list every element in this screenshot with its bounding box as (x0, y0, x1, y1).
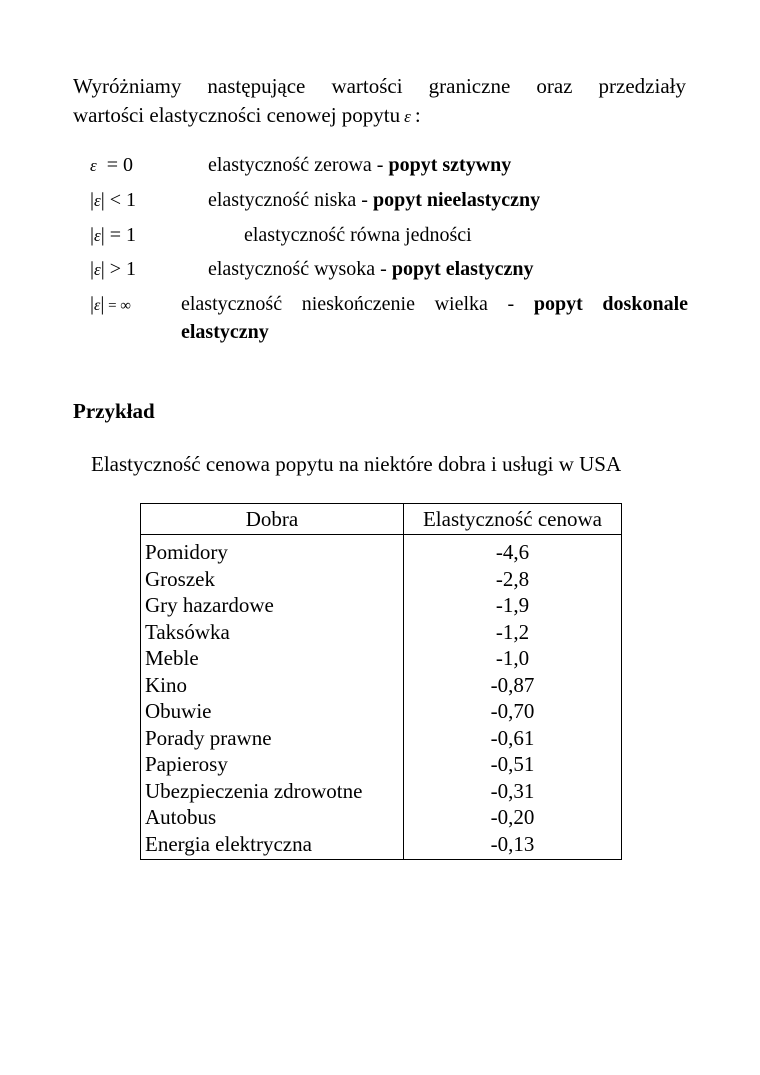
abs-bar-close: | (100, 189, 105, 211)
condition-equal-one-description (244, 222, 472, 248)
abs-bar-close: | (100, 224, 105, 246)
table-cell-elasticity: -0,70 (490, 699, 535, 723)
table-cell-elasticity: -0,61 (490, 725, 535, 750)
intro-paragraph (73, 72, 686, 131)
condition-less-than-one (90, 187, 136, 214)
condition-zero-description (208, 152, 511, 178)
abs-bar-close: | (100, 293, 105, 315)
table-cell-good: Meble (145, 646, 199, 670)
condition-bold: popyt doskonale (533, 293, 689, 315)
table-cell-elasticity: -2,8 (495, 566, 530, 591)
condition-bold: popyt elastyczny (391, 258, 534, 280)
table-cell-good: Papierosy (145, 752, 228, 776)
condition-text: elastyczność zerowa - (208, 154, 384, 176)
example-heading: Przykład (73, 399, 155, 423)
abs-bar-close: | (100, 258, 105, 280)
condition-operator: > 1 (109, 258, 137, 280)
abs-bar-open: | (90, 224, 95, 246)
table-cell-good: Taksówka (145, 619, 230, 644)
epsilon-symbol: ε (90, 156, 97, 175)
table-cell-good: Ubezpieczenia zdrowotne (145, 778, 363, 803)
table-cell-good: Groszek (145, 566, 215, 591)
values-column (404, 535, 622, 860)
table-cell-good: Obuwie (145, 699, 212, 723)
epsilon-symbol: ε (404, 107, 411, 126)
abs-bar-open: | (90, 293, 95, 315)
intro-line-2 (73, 101, 686, 131)
goods-column (141, 535, 404, 860)
table-cell-elasticity: -0,87 (490, 672, 535, 697)
table-header-row (141, 504, 622, 535)
abs-bar-open: | (90, 258, 95, 280)
condition-operator: = ∞ (108, 298, 131, 314)
condition-bold-continued: elastyczny (181, 321, 269, 343)
table-cell-elasticity: -1,9 (495, 593, 530, 617)
condition-less-than-one-description (208, 187, 540, 213)
table-cell-elasticity: -0,20 (490, 805, 535, 829)
condition-zero (90, 152, 133, 179)
intro-colon: : (414, 103, 421, 127)
header-goods: Dobra (141, 504, 404, 535)
epsilon-symbol: ε (94, 191, 101, 210)
table-cell-elasticity: -0,51 (490, 752, 535, 776)
condition-operator: < 1 (109, 189, 137, 211)
table-cell-good: Autobus (145, 805, 217, 829)
epsilon-symbol: ε (94, 297, 101, 314)
table-cell-elasticity: -0,31 (490, 778, 535, 803)
condition-operator: = 1 (109, 224, 137, 246)
condition-equal-one (90, 222, 136, 249)
condition-infinity-description (181, 290, 688, 346)
header-elasticity: Elastyczność cenowa (404, 504, 622, 535)
condition-text: elastyczność równa jedności (244, 224, 472, 246)
table-cell-good: Energia elektryczna (145, 831, 312, 856)
condition-bold: popyt sztywny (388, 154, 512, 176)
table-cell-elasticity: -1,2 (495, 619, 530, 644)
table-cell-elasticity: -4,6 (495, 540, 530, 564)
intro-line-1: Wyróżniamy następujące wartości graniczne oraz przedziały (73, 74, 686, 98)
condition-text: elastyczność wysoka - (208, 258, 387, 280)
table-cell-good: Pomidory (145, 540, 228, 564)
condition-operator: = 0 (106, 154, 133, 176)
elasticity-table (140, 503, 622, 860)
condition-greater-than-one-description (208, 256, 534, 282)
epsilon-symbol: ε (94, 260, 101, 279)
condition-bold: popyt nieelastyczny (372, 189, 541, 211)
table-cell-good: Porady prawne (145, 725, 272, 750)
table-cell-elasticity: -0,13 (490, 831, 535, 856)
abs-bar-open: | (90, 189, 95, 211)
condition-text: elastyczność niska - (208, 189, 368, 211)
condition-text: elastyczność nieskończenie wielka - (181, 293, 515, 315)
condition-infinity-line-1 (181, 290, 688, 318)
table-cell-good: Kino (145, 672, 187, 697)
condition-infinity (90, 291, 131, 319)
table-cell-elasticity: -1,0 (495, 646, 530, 670)
table-cell-good: Gry hazardowe (145, 593, 274, 617)
table-body-row (141, 535, 622, 860)
epsilon-symbol: ε (94, 226, 101, 245)
intro-line-2-text: wartości elastyczności cenowej popytu (73, 103, 401, 127)
condition-greater-than-one (90, 256, 136, 283)
table-caption: Elastyczność cenowa popytu na niektóre dobra i usługi w USA (91, 452, 622, 476)
